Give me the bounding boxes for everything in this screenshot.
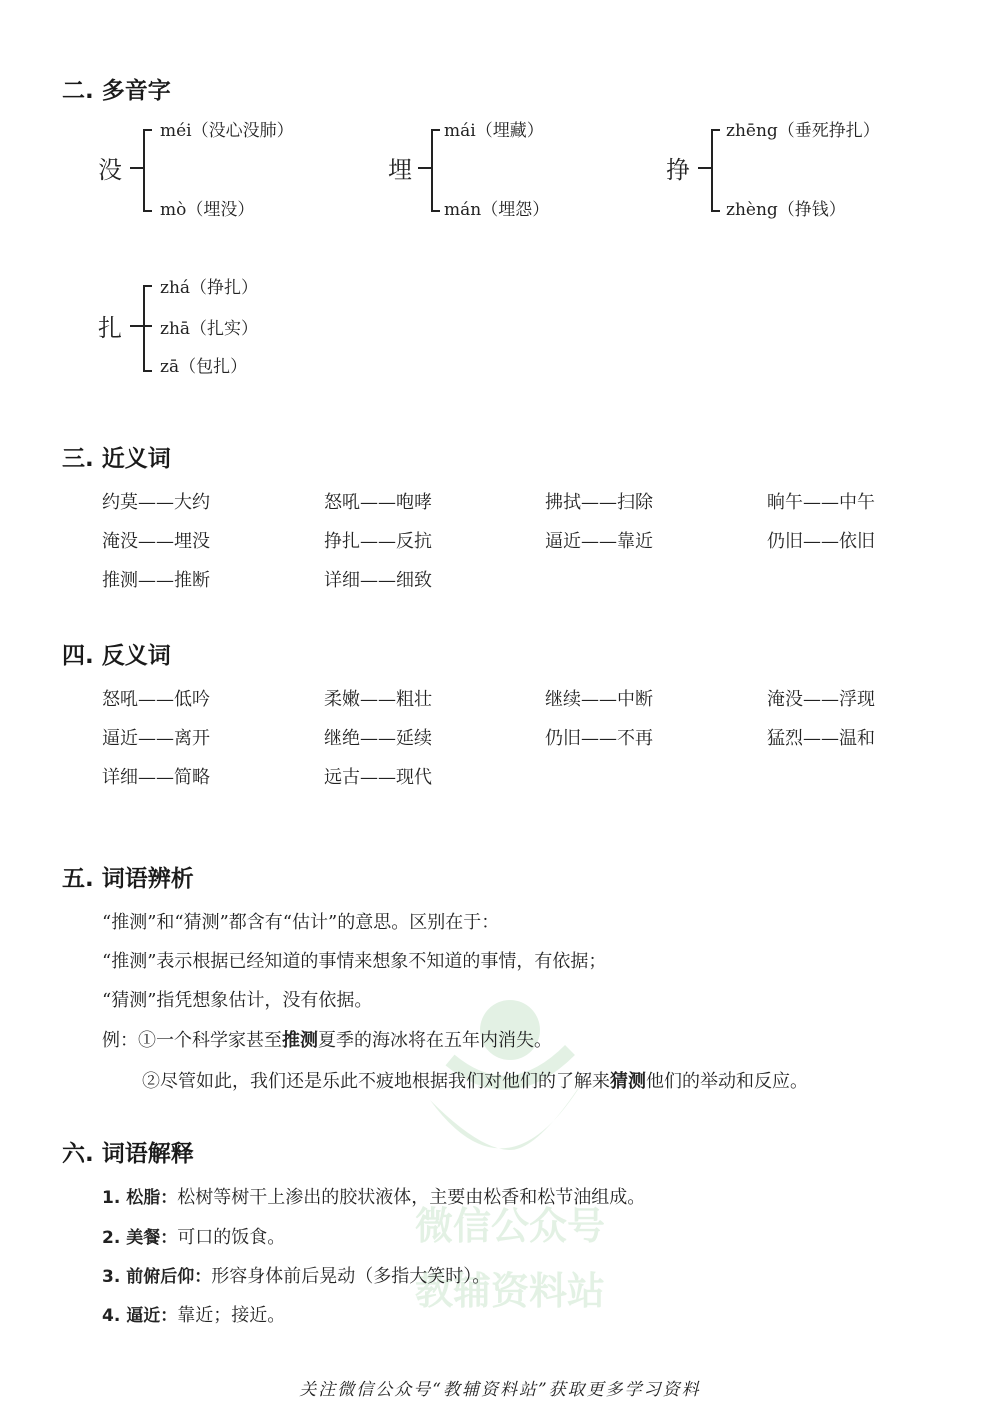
brace-icon	[694, 128, 724, 214]
analysis-line: “推测”表示根据已经知道的事情来想象不知道的事情，有依据；	[102, 951, 607, 972]
antonym-pair: 详细——简略	[102, 767, 210, 788]
synonym-pair: 拂拭——扫除	[545, 492, 653, 513]
explanation-definition: 形容身体前后晃动（多指大笑时）。	[211, 1266, 491, 1287]
synonym-pair: 推测——推断	[102, 570, 210, 591]
antonym-pair: 猛烈——温和	[767, 728, 875, 749]
analysis-line: “推测”和“猜测”都含有“估计”的意思。区别在于：	[102, 912, 500, 933]
analysis-line: “猜测”指凭想象估计，没有依据。	[102, 990, 373, 1011]
explanation-item	[102, 1262, 490, 1288]
polyphone-char: 扎	[98, 314, 122, 342]
section-title-antonyms: 四. 反义词	[62, 643, 171, 669]
polyphone-reading: mái（埋藏）	[444, 121, 544, 141]
example-keyword: 推测	[282, 1030, 318, 1051]
polyphone-reading: zhā（扎实）	[160, 319, 259, 339]
explanation-definition: 可口的饭食。	[177, 1227, 286, 1248]
polyphone-char: 埋	[388, 156, 412, 184]
synonym-pair: 怒吼——咆哮	[324, 492, 432, 513]
antonym-pair: 远古——现代	[324, 767, 432, 788]
polyphone-reading: zā（包扎）	[160, 357, 248, 377]
analysis-example-1	[102, 1026, 552, 1052]
polyphone-reading: zhèng（挣钱）	[726, 200, 846, 220]
explanation-term: 1. 松脂：	[102, 1188, 178, 1208]
example-text: 他们的举动和反应。	[646, 1071, 808, 1092]
watermark-line2: 教辅资料站	[414, 1269, 605, 1313]
polyphone-char: 没	[98, 156, 122, 184]
explanation-item	[102, 1183, 645, 1209]
section-title-explanations: 六. 词语解释	[62, 1141, 194, 1167]
synonym-pair: 淹没——埋没	[102, 531, 210, 552]
brace-icon	[414, 128, 444, 214]
explanation-definition: 靠近；接近。	[177, 1305, 286, 1326]
synonym-pair: 挣扎——反抗	[324, 531, 432, 552]
analysis-example-2	[142, 1067, 808, 1093]
explanation-term: 4. 逼近：	[102, 1306, 178, 1326]
brace-icon	[126, 284, 156, 374]
antonym-pair: 继绝——延续	[324, 728, 432, 749]
watermark-line1: 微信公众号	[414, 1204, 605, 1248]
antonym-pair: 淹没——浮现	[767, 689, 875, 710]
example-keyword: 猜测	[610, 1071, 646, 1092]
antonym-pair: 柔嫩——粗壮	[324, 689, 432, 710]
explanation-definition: 松树等树干上渗出的胶状液体，主要由松香和松节油组成。	[177, 1187, 646, 1208]
example-text: 例：①一个科学家甚至	[102, 1030, 282, 1051]
polyphone-char: 挣	[666, 156, 690, 184]
synonym-pair: 逼近——靠近	[545, 531, 653, 552]
synonym-pair: 仍旧——依旧	[767, 531, 875, 552]
footer-note: 关注微信公众号“教辅资料站”获取更多学习资料	[299, 1380, 701, 1400]
antonym-pair: 继续——中断	[545, 689, 653, 710]
explanation-item	[102, 1301, 285, 1327]
antonym-pair: 仍旧——不再	[545, 728, 653, 749]
antonym-pair: 怒吼——低吟	[102, 689, 210, 710]
polyphone-reading: mán（埋怨）	[444, 200, 550, 220]
example-text: ②尽管如此，我们还是乐此不疲地根据我们对他们的了解来	[142, 1071, 610, 1092]
section-title-analysis: 五. 词语辨析	[62, 866, 194, 892]
polyphone-reading: mò（埋没）	[160, 200, 255, 220]
synonym-pair: 晌午——中午	[767, 492, 875, 513]
explanation-term: 3. 前俯后仰：	[102, 1267, 212, 1287]
explanation-item	[102, 1223, 285, 1249]
example-text: 夏季的海冰将在五年内消失。	[318, 1030, 552, 1051]
explanation-term: 2. 美餐：	[102, 1228, 178, 1248]
section-title-synonyms: 三. 近义词	[62, 446, 171, 472]
section-title-polyphone: 二. 多音字	[62, 78, 171, 104]
brace-icon	[126, 128, 156, 214]
synonym-pair: 详细——细致	[324, 570, 432, 591]
polyphone-reading: zhēng（垂死挣扎）	[726, 121, 880, 141]
synonym-pair: 约莫——大约	[102, 492, 210, 513]
polyphone-reading: zhá（挣扎）	[160, 278, 259, 298]
polyphone-reading: méi（没心没肺）	[160, 121, 294, 141]
antonym-pair: 逼近——离开	[102, 728, 210, 749]
